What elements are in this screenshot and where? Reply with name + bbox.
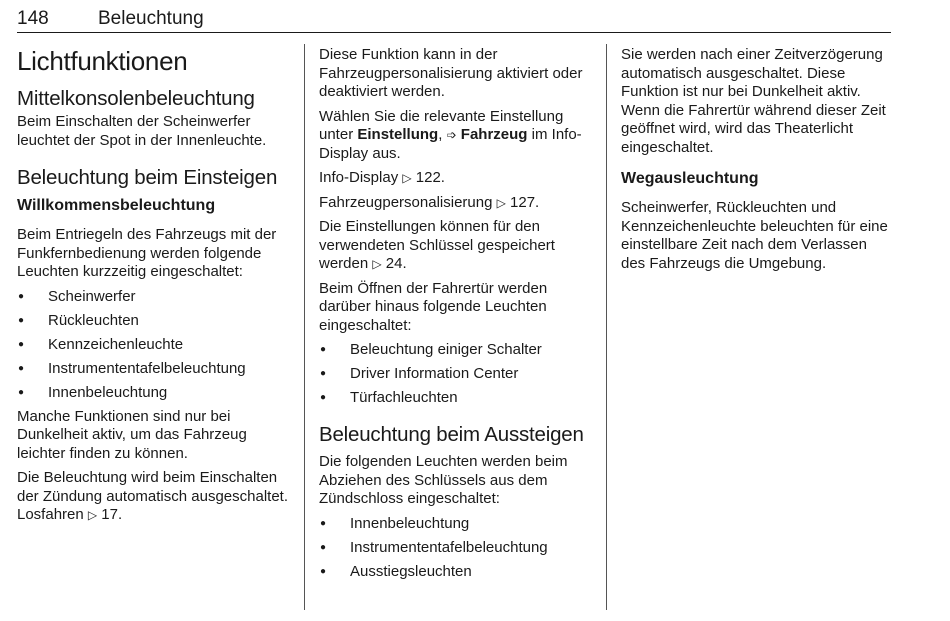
- paragraph: Sie werden nach einer Zeitverzögerung automatisch ausgeschaltet. Diese Funktion ist nur bei Dunkelheit aktiv. Wenn die Fahrertür während dieser Zeit geöffnet wird, wird das Theaterlicht eingeschaltet.: [621, 46, 886, 156]
- page-header: [17, 6, 891, 33]
- paragraph: Diese Funktion kann in der Fahrzeugpersonalisierung aktiviert oder deaktiviert werden.: [319, 46, 583, 100]
- paragraph: Beim Öffnen der Fahrertür werden darüber hinaus folgende Leuchten eingeschaltet:: [319, 279, 548, 334]
- list-item: ● Driver Information Center: [319, 365, 595, 383]
- subheading-willkommen: Willkommensbeleuchtung: [17, 197, 216, 214]
- list-item: ● Instrumententafelbeleuchtung: [319, 539, 595, 557]
- paragraph: Scheinwerfer, Rückleuchten und Kennzeichenleuchte beleuchten für eine einstellbare Zeit nach dem Verlassen des Fahrzeugs die Umgebung.: [621, 199, 888, 272]
- heading-aussteigen: Beleuchtung beim Aussteigen: [319, 423, 584, 446]
- list-item: ● Innenbeleuchtung: [17, 384, 291, 402]
- column-3: [621, 46, 893, 279]
- column-2: [319, 46, 595, 587]
- bullet-list: [319, 515, 595, 581]
- list-item: ● Kennzeichenleuchte: [17, 336, 291, 354]
- list-item: ● Beleuchtung einiger Schalter: [319, 341, 595, 359]
- page-number: 148: [17, 8, 49, 29]
- paragraph-text: Wählen Sie die relevante Einstellung unter: [319, 107, 564, 143]
- page-reference[interactable]: 24.: [385, 255, 407, 272]
- column-divider: [304, 44, 305, 610]
- list-item: ● Rückleuchten: [17, 312, 291, 330]
- paragraph: [319, 169, 595, 188]
- bullet-list: [319, 341, 595, 407]
- column-1: [17, 46, 291, 531]
- triangle-reference-icon: ▷: [496, 195, 506, 210]
- paragraph: Die folgenden Leuchten werden beim Abziehen des Schlüssels aus dem Zündschloss eingeschaltet:: [319, 453, 568, 507]
- heading-mittelkonsole: Mittelkonsolenbeleuchtung: [17, 87, 255, 110]
- page-reference[interactable]: 17.: [101, 506, 123, 523]
- paragraph: [319, 194, 595, 213]
- column-divider: [606, 44, 607, 610]
- list-item: ● Türfachleuchten: [319, 389, 595, 407]
- heading-einsteigen: Beleuchtung beim Einsteigen: [17, 166, 278, 189]
- list-item: ● Instrumententafelbeleuchtung: [17, 360, 291, 378]
- paragraph: [17, 469, 291, 525]
- list-item: ● Innenbeleuchtung: [319, 515, 595, 533]
- triangle-reference-icon: ▷: [87, 508, 98, 522]
- menu-path-fahrzeug: Fahrzeug: [460, 126, 528, 143]
- paragraph: [319, 218, 595, 274]
- subheading-wegausleuchtung: Wegausleuchtung: [621, 170, 759, 187]
- paragraph: Manche Funktionen sind nur bei Dunkelheit aktiv, um das Fahrzeug leichter finden zu können.: [17, 407, 247, 462]
- paragraph: Beim Entriegeln des Fahrzeugs mit der Funkfernbedienung werden folgende Leuchten kurzzeitig eingeschaltet:: [17, 226, 277, 280]
- list-item: ● Scheinwerfer: [17, 288, 291, 306]
- menu-path-einstellung: Einstellung: [357, 126, 439, 143]
- page-reference[interactable]: 122.: [415, 169, 445, 186]
- paragraph-text: Die Beleuchtung wird beim Einschalten der Zündung automatisch ausgeschaltet. Losfahren: [17, 469, 289, 523]
- paragraph-text: im Info-Display aus.: [319, 126, 582, 162]
- paragraph-text: Die Einstellungen können für den verwendeten Schlüssel gespeichert werden: [319, 218, 555, 272]
- paragraph: Beim Einschalten der Scheinwerfer leuchtet der Spot in der Innenleuchte.: [17, 113, 267, 149]
- triangle-reference-icon: ▷: [372, 257, 382, 271]
- paragraph-text: Fahrzeugpersonalisierung: [319, 193, 493, 211]
- arrow-right-icon: ➩: [446, 128, 457, 142]
- paragraph: Wählen Sie die relevante Einstellung unter Einstellung, ➩ Fahrzeug im Info-Display aus.: [319, 107, 582, 162]
- paragraph-text: Info-Display: [319, 169, 399, 186]
- page-title: Lichtfunktionen: [17, 46, 188, 76]
- list-item: ● Ausstiegsleuchten: [319, 563, 595, 581]
- bullet-list: [17, 288, 291, 402]
- section-title: Beleuchtung: [98, 8, 204, 29]
- page-reference[interactable]: 127.: [510, 193, 540, 211]
- triangle-reference-icon: ▷: [402, 171, 412, 185]
